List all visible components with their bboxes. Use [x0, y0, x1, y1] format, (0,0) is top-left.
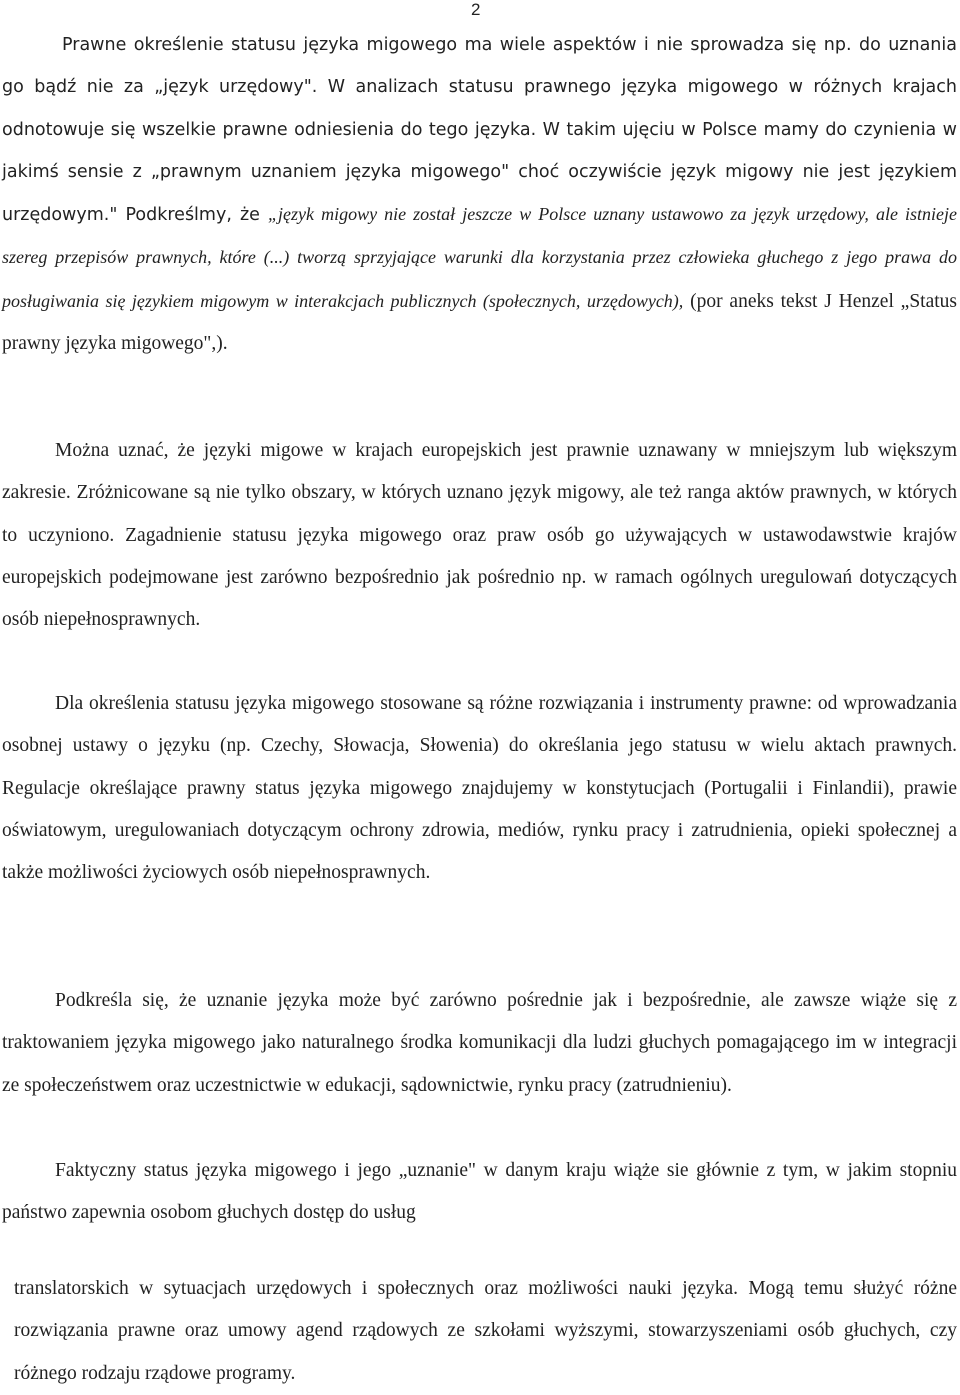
paragraph-6: translatorskich w sytuacjach urzędowych i społecznych oraz możliwości nauki języka. Mogą temu służyć różne rozwiązania prawne oraz umowy agend rządowych ze szkołami wyższymi, stowarzyszeniami osób głuchych, czy różnego rodzaju rządowe programy.	[14, 1278, 957, 1384]
page-number: 2	[471, 0, 481, 19]
paragraph-2: Można uznać, że języki migowe w krajach europejskich jest prawnie uznawany w mniejszym lub większym zakresie. Zróżnicowane są nie tylko obszary, w których uznano język migowy, ale też ranga aktów prawnych, w których to uczyniono. Zagadnienie statusu języka migowego oraz praw osób go używających w ustawodawstwie krajów europejskich podejmowane jest zarówno bezpośrednio jak pośrednio np. w ramach ogólnych uregulowań dotyczących osób niepełnosprawnych.	[2, 440, 957, 631]
paragraph-1-text: Prawne określenie statusu języka migowego ma wiele aspektów i nie sprowadza się np. do uznania go bądź nie za „język urzędowy". W analizach statusu prawnego języka migowego w różnych krajach odnotowuje się wszelkie prawne odniesienia do tego języka. W takim ujęciu w Polsce mamy do czynienia w jakimś sensie z „prawnym uznaniem języka migowego" choć oczywiście język migowy nie jest językiem urzędowym." Podkreślmy, że	[2, 35, 957, 226]
paragraph-1	[2, 24, 957, 365]
paragraph-1-quote: „język migowy nie został jeszcze w Polsce uznany ustawowo za język urzędowy, ale istnieje szereg przepisów prawnych, które (...) tworzą sprzyjające warunki dla korzystania przez człowieka głuchego z jego prawa do posługiwania się językiem migowym w interakcjach publicznych (społecznych, urzędowych),	[2, 204, 957, 311]
paragraph-3: Dla określenia statusu języka migowego stosowane są różne rozwiązania i instrumenty prawne: od wprowadzania osobnej ustawy o języku (np. Czechy, Słowacja, Słowenia) do określania jego statusu w wielu aktach prawnych. Regulacje określające prawny status języka migowego znajdujemy w konstytucjach (Portugalii i Finlandii), prawie oświatowym, uregulowaniach dotyczącym ochrony zdrowia, mediów, rynku pracy i zatrudnienia, opieki społecznej a także możliwości życiowych osób niepełnosprawnych.	[2, 693, 957, 884]
paragraph-1-reference: (por aneks tekst J Henzel „Status prawny języka migowego",).	[2, 290, 957, 355]
paragraph-4: Podkreśla się, że uznanie języka może być zarówno pośrednie jak i bezpośrednie, ale zawsze wiąże się z traktowaniem języka migowego jako naturalnego środka komunikacji dla ludzi głuchych pomagającego im w integracji ze społeczeństwem oraz uczestnictwie w edukacji, sądownictwie, rynku pracy (zatrudnieniu).	[2, 990, 957, 1096]
paragraph-5: Faktyczny status języka migowego i jego „uznanie" w danym kraju wiąże sie głównie z tym, w jakim stopniu państwo zapewnia osobom głuchych dostęp do usług	[2, 1160, 957, 1224]
